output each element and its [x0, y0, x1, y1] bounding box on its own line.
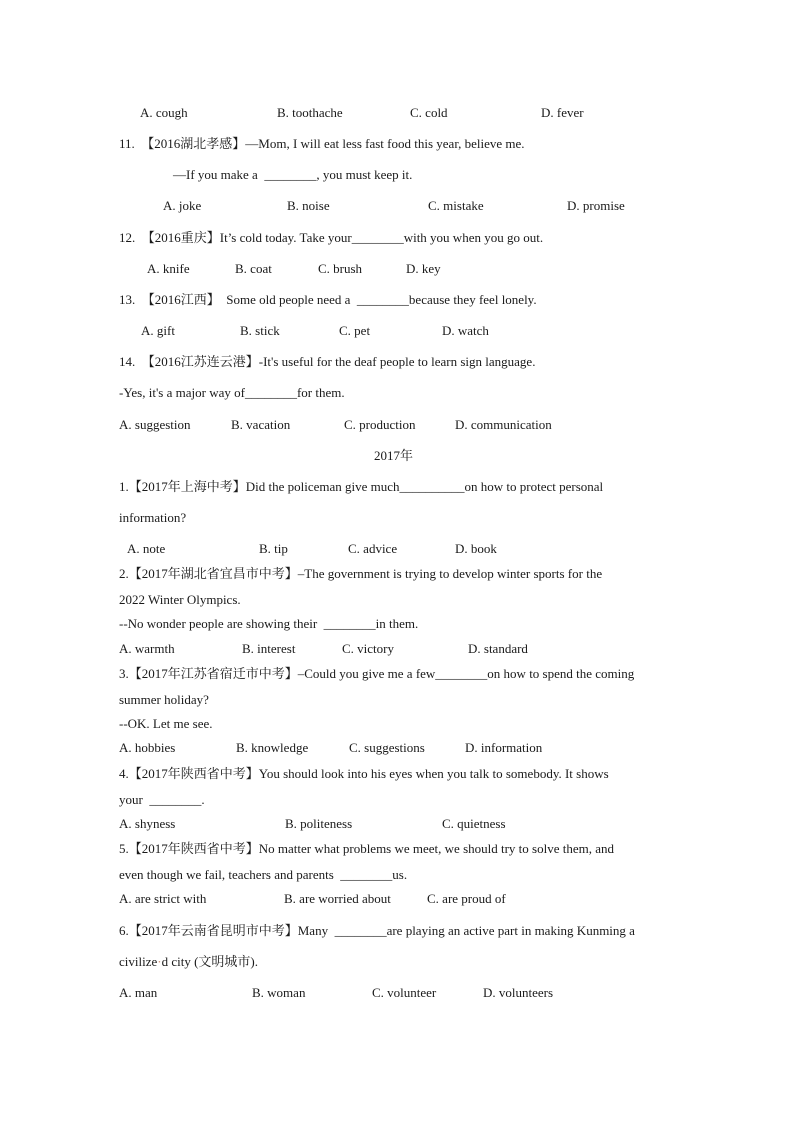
option-d[interactable]: D. communication — [455, 417, 552, 432]
option-c[interactable]: C. quietness — [442, 816, 506, 831]
year-heading: 2017年 — [374, 448, 414, 463]
option-c[interactable]: C. advice — [348, 541, 398, 556]
question-2017-1-line2: information? — [119, 510, 187, 525]
option-b[interactable]: B. knowledge — [236, 740, 309, 755]
question-2017-4-stem: 4.【2017年陕西省中考】You should look into his eyes when you talk to somebody. It shows — [119, 766, 609, 781]
question-2017-6-line2 — [119, 954, 258, 970]
line2-part-a: civilize — [119, 954, 158, 969]
question-2017-2-line2: 2022 Winter Olympics. — [119, 592, 241, 607]
option-d[interactable]: D. watch — [442, 323, 489, 338]
option-c[interactable]: C. are proud of — [427, 891, 506, 906]
option-a[interactable]: A. shyness — [119, 816, 176, 831]
option-c[interactable]: C. mistake — [428, 198, 484, 213]
option-d[interactable]: D. promise — [567, 198, 625, 213]
option-d[interactable]: D. standard — [468, 641, 528, 656]
option-b[interactable]: B. coat — [235, 261, 272, 276]
option-a[interactable]: A. man — [119, 985, 158, 1000]
question-2017-3-stem: 3.【2017年江苏省宿迁市中考】–Could you give me a few________on how to spend the coming — [119, 666, 635, 681]
option-b[interactable]: B. politeness — [285, 816, 353, 831]
option-a[interactable]: A. cough — [140, 105, 188, 120]
question-2017-3-line2: summer holiday? — [119, 692, 209, 707]
question-14-line2: -Yes, it's a major way of________for them. — [119, 385, 345, 400]
option-a[interactable]: A. warmth — [119, 641, 175, 656]
option-a[interactable]: A. joke — [163, 198, 202, 213]
option-a[interactable]: A. suggestion — [119, 417, 191, 432]
option-b[interactable]: B. are worried about — [284, 891, 391, 906]
option-c[interactable]: C. pet — [339, 323, 371, 338]
option-d[interactable]: D. volunteers — [483, 985, 554, 1000]
option-d[interactable]: D. information — [465, 740, 543, 755]
question-2017-4-line2: your ________. — [119, 792, 205, 807]
option-a[interactable]: A. knife — [147, 261, 190, 276]
question-2017-3-line3: --OK. Let me see. — [119, 716, 213, 731]
question-11-line2: —If you make a ________, you must keep it. — [173, 167, 413, 182]
option-c[interactable]: C. brush — [318, 261, 363, 276]
option-b[interactable]: B. toothache — [277, 105, 343, 120]
question-2017-5-line2: even though we fail, teachers and parents ________us. — [119, 867, 408, 882]
option-d[interactable]: D. fever — [541, 105, 584, 120]
question-2017-1-stem: 1.【2017年上海中考】Did the policeman give much__________on how to protect personal — [119, 479, 604, 494]
option-d[interactable]: D. key — [406, 261, 441, 276]
option-b[interactable]: B. interest — [242, 641, 296, 656]
line2-part-b: d city (文明城市). — [161, 954, 259, 969]
option-c[interactable]: C. volunteer — [372, 985, 437, 1000]
option-c[interactable]: C. production — [344, 417, 416, 432]
option-a[interactable]: A. are strict with — [119, 891, 207, 906]
option-a[interactable]: A. gift — [141, 323, 175, 338]
option-c[interactable]: C. suggestions — [349, 740, 425, 755]
option-d[interactable]: D. book — [455, 541, 497, 556]
option-b[interactable]: B. noise — [287, 198, 330, 213]
option-a[interactable]: A. note — [127, 541, 166, 556]
option-b[interactable]: B. woman — [252, 985, 306, 1000]
option-b[interactable]: B. vacation — [231, 417, 291, 432]
question-2017-5-stem: 5.【2017年陕西省中考】No matter what problems we meet, we should try to solve them, and — [119, 841, 615, 856]
stray-mark: · — [157, 954, 162, 969]
question-13-stem: 13. 【2016江西】 Some old people need a ________because they feel lonely. — [119, 292, 537, 307]
option-c[interactable]: C. victory — [342, 641, 394, 656]
question-14-stem: 14. 【2016江苏连云港】-It's useful for the deaf people to learn sign language. — [119, 354, 536, 369]
option-c[interactable]: C. cold — [410, 105, 448, 120]
question-2017-2-stem: 2.【2017年湖北省宜昌市中考】–The government is trying to develop winter sports for the — [119, 566, 603, 581]
question-2017-2-line3: --No wonder people are showing their ________in them. — [119, 616, 419, 631]
option-b[interactable]: B. stick — [240, 323, 280, 338]
question-11-stem: 11. 【2016湖北孝感】—Mom, I will eat less fast food this year, believe me. — [119, 136, 525, 151]
question-12-stem: 12. 【2016重庆】It’s cold today. Take your________with you when you go out. — [119, 230, 544, 245]
option-b[interactable]: B. tip — [259, 541, 288, 556]
question-2017-6-stem: 6.【2017年云南省昆明市中考】Many ________are playing an active part in making Kunming a — [119, 923, 635, 938]
option-a[interactable]: A. hobbies — [119, 740, 176, 755]
